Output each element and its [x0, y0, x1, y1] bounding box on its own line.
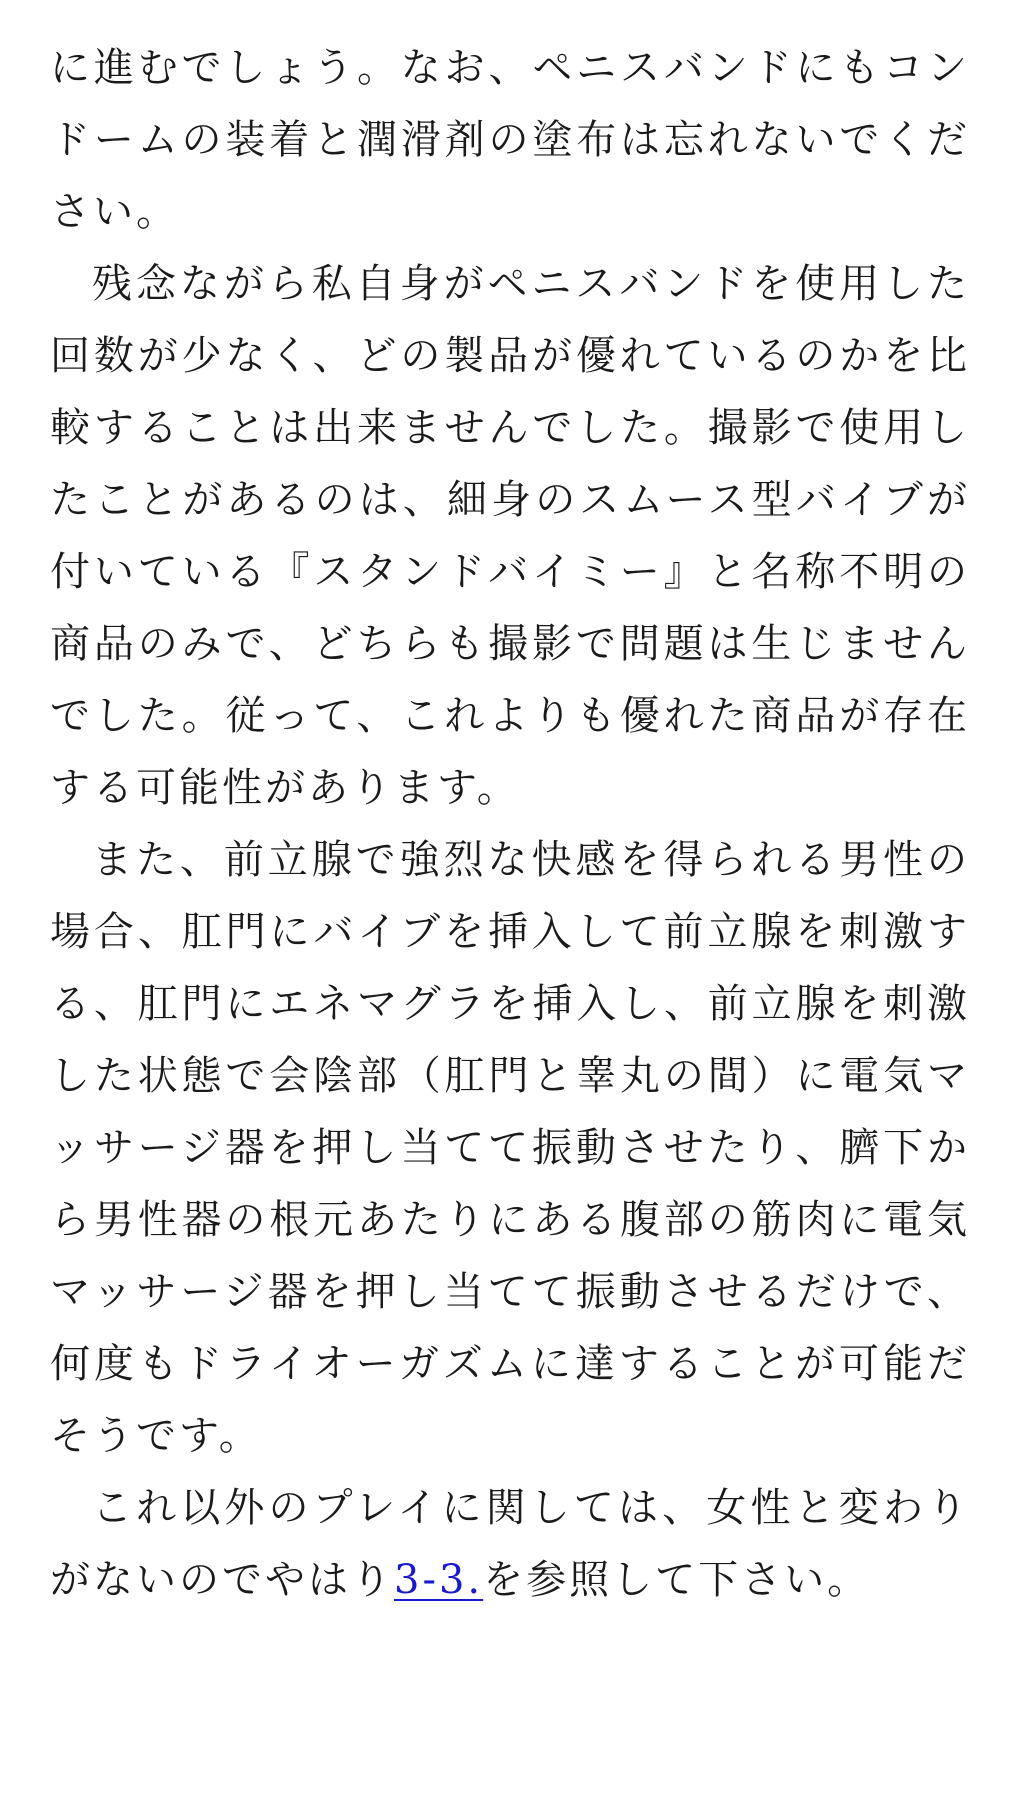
document-page	[50, 32, 970, 1616]
paragraph-other-play	[50, 1472, 970, 1616]
paragraph-other-play-text: これ以外のプレイに関しては、女性と変わりがないのでやはり	[50, 1485, 970, 1603]
paragraph-prostate: また、前立腺で強烈な快感を得られる男性の場合、肛門にバイブを挿入して前立腺を刺激する、肛門にエネマグラを挿入し、前立腺を刺激した状態で会陰部（肛門と睾丸の間）に電気マッサージ器を押し当てて振動させたり、臍下から男性器の根元あたりにある腹部の筋肉に電気マッサージ器を押し当てて振動させるだけで、何度もドライオーガズムに達することが可能だそうです。	[50, 837, 970, 1459]
paragraph-strap-on-experience: 残念ながら私自身がペニスバンドを使用した回数が少なく、どの製品が優れているのかを比較することは出来ませんでした。撮影で使用したことがあるのは、細身のスムース型バイブが付いている『スタンドバイミー』と名称不明の商品のみで、どちらも撮影で問題は生じませんでした。従って、これよりも優れた商品が存在する可能性があります。	[50, 261, 970, 811]
section-3-3-link[interactable]: 3-3.	[394, 1557, 484, 1603]
paragraph-continued: に進むでしょう。なお、ペニスバンドにもコンドームの装着と潤滑剤の塗布は忘れないでください。	[50, 45, 970, 235]
paragraph-other-play-tail: を参照して下さい。	[483, 1557, 871, 1603]
